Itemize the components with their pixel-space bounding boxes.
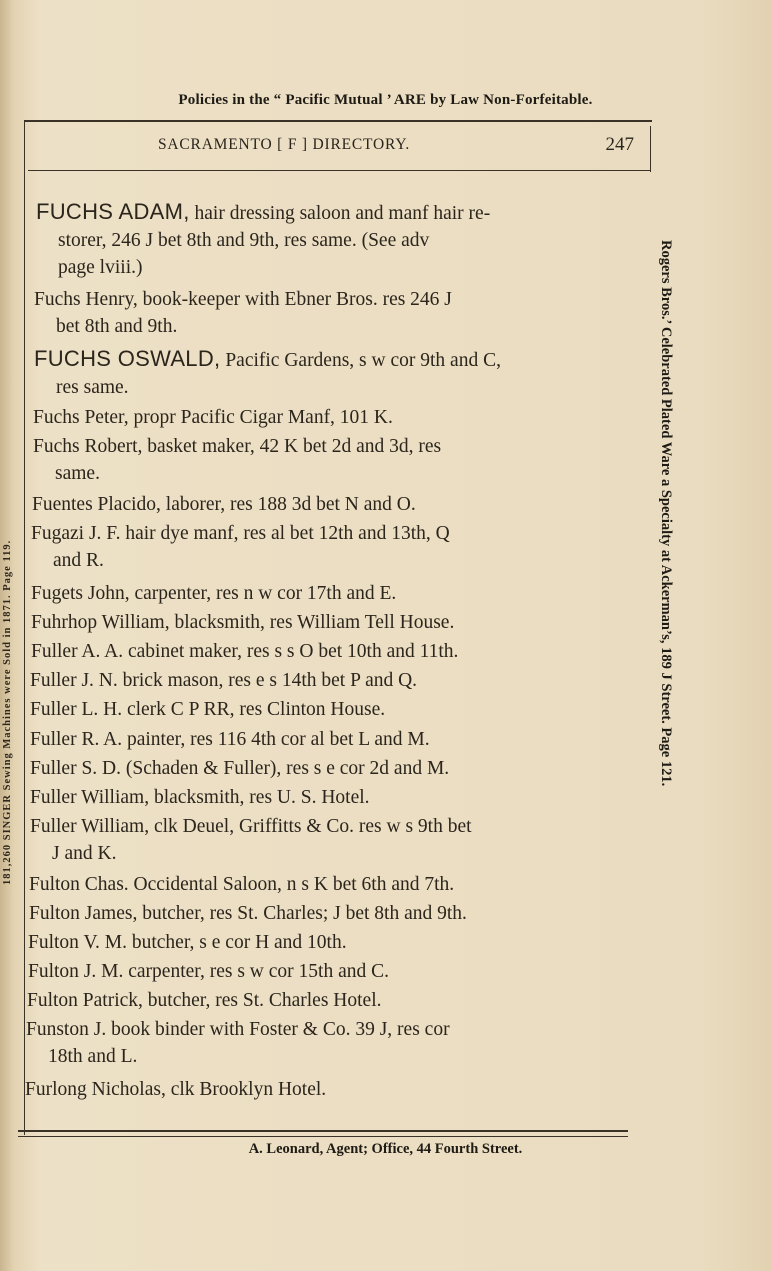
entry-text: Fuller William, blacksmith, res U. S. Hotel. [30, 787, 370, 808]
entry-text: Fuchs Peter, propr Pacific Cigar Manf, 101 K. [33, 407, 393, 428]
entry-text: Fulton Patrick, butcher, res St. Charles Hotel. [27, 990, 382, 1011]
entry-text: Fugets John, carpenter, res n w cor 17th and E. [31, 583, 397, 604]
entry-funston [26, 1016, 450, 1070]
entry-text: hair dressing saloon and manf hair re- [189, 203, 491, 224]
entry-furlong-nicholas [25, 1076, 326, 1103]
entry-continuation: bet 8th and 9th. [56, 316, 178, 337]
entry-fugets-john [31, 580, 396, 607]
entry-fulton-chas [29, 871, 454, 898]
entry-fulton-james [29, 900, 467, 927]
entry-text: Fuchs Robert, basket maker, 42 K bet 2d and 3d, res [33, 436, 442, 457]
entry-continuation: same. [55, 463, 100, 484]
running-head-title: SACRAMENTO [ F ] DIRECTORY. [158, 136, 410, 153]
bottom-advertisement: A. Leonard, Agent; Office, 44 Fourth Street. [248, 1141, 523, 1157]
entry-text: Pacific Gardens, s w cor 9th and C, [220, 350, 501, 371]
entry-text: Fugazi J. F. hair dye manf, res al bet 12th and 13th, Q [31, 523, 450, 544]
entry-text: Fulton V. M. butcher, s e cor H and 10th. [28, 932, 347, 953]
entry-text: Fuentes Placido, laborer, res 188 3d bet N and O. [32, 494, 416, 515]
entry-text: Fuller A. A. cabinet maker, res s s O bet 10th and 11th. [31, 641, 459, 662]
entry-fuller-sd [30, 755, 449, 782]
entry-text: Fuchs Henry, book-keeper with Ebner Bros. res 246 J [34, 289, 452, 310]
entry-text: Furlong Nicholas, clk Brooklyn Hotel. [25, 1079, 327, 1100]
top-advertisement: Policies in the “ Pacific Mutual ’ ARE by Law Non-Forfeitable. [178, 92, 593, 108]
entry-text: Fulton Chas. Occidental Saloon, n s K bet 6th and 7th. [29, 874, 455, 895]
right-margin-advertisement: Rogers Bros.’ Celebrated Plated Ware a Specialty at Ackerman’s, 189 J Street. Page 121. [658, 240, 674, 787]
entry-text: Fuller L. H. clerk C P RR, res Clinton House. [30, 699, 386, 720]
entry-name: FUCHS OSWALD, [34, 346, 221, 371]
entry-continuation: page lviii.) [58, 257, 143, 278]
entry-fuchs-adam [36, 198, 490, 281]
entry-fuller-william-clk [30, 813, 472, 867]
entry-fuchs-henry [34, 286, 452, 340]
entry-continuation: 18th and L. [48, 1046, 138, 1067]
entry-fulton-jm [28, 958, 389, 985]
entry-fugazi [31, 520, 450, 574]
entry-text: Fuhrhop William, blacksmith, res William Tell House. [31, 612, 455, 633]
entry-fuentes-placido [32, 491, 416, 518]
entry-continuation: J and K. [52, 843, 117, 864]
entry-fuhrhop-william [31, 609, 454, 636]
entry-fuller-aa [31, 638, 458, 665]
entry-text: Fuller William, clk Deuel, Griffitts & Co. res w s 9th bet [30, 816, 472, 837]
entry-continuation: and R. [53, 550, 104, 571]
entry-text: Fuller R. A. painter, res 116 4th cor al bet L and M. [30, 729, 430, 750]
entry-fulton-patrick [27, 987, 382, 1014]
entry-fuchs-peter [33, 404, 393, 431]
entry-fuller-william [30, 784, 370, 811]
entry-text: Fulton J. M. carpenter, res s w cor 15th and C. [28, 961, 389, 982]
entry-text: Funston J. book binder with Foster & Co. 39 J, res cor [26, 1019, 450, 1040]
left-margin-advertisement: 181,260 SINGER Sewing Machines were Sold in 1871. Page 119. [2, 539, 13, 885]
entry-text: Fulton James, butcher, res St. Charles; J bet 8th and 9th. [29, 903, 467, 924]
entry-fuller-lh [30, 696, 385, 723]
entry-text: Fuller S. D. (Schaden & Fuller), res s e cor 2d and M. [30, 758, 450, 779]
entry-text: Fuller J. N. brick mason, res e s 14th bet P and Q. [30, 670, 418, 691]
entry-continuation: storer, 246 J bet 8th and 9th, res same. (See adv [58, 230, 430, 251]
entry-fuller-ra [30, 726, 430, 753]
entry-fuchs-robert [33, 433, 441, 487]
entry-fuller-jn [30, 667, 417, 694]
page-number: 247 [605, 134, 634, 155]
entry-continuation: res same. [56, 377, 129, 398]
entry-fuchs-oswald [34, 345, 501, 401]
entry-fulton-vm [28, 929, 347, 956]
entry-name: FUCHS ADAM, [36, 199, 190, 224]
